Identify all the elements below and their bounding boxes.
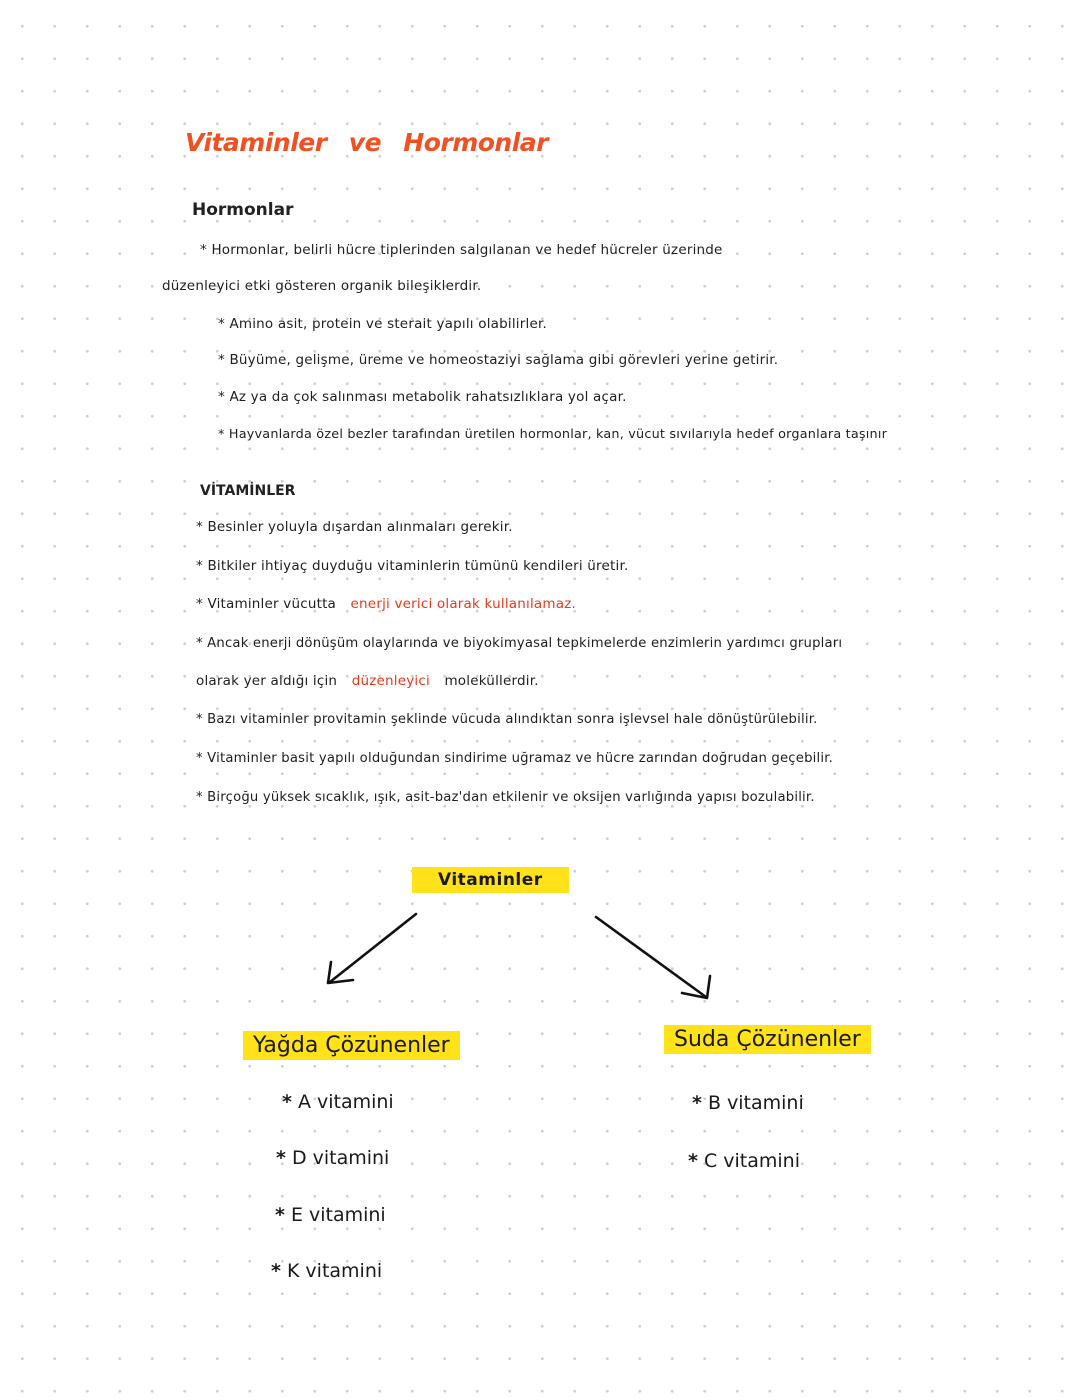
vitaminler-heading: VİTAMİNLER bbox=[200, 483, 296, 499]
star-icon: * bbox=[275, 1204, 285, 1226]
hormonlar-bullet-1: * Amino asit, protein ve sterait yapılı olabilirler. bbox=[218, 316, 547, 332]
hormonlar-bullet-2: * Büyüme, gelişme, üreme ve homeostaziyi sağlama gibi görevleri yerine getirir. bbox=[218, 352, 779, 368]
vitaminler-bullet-6: * Vitaminler basit yapılı olduğundan sindirime uğramaz ve hücre zarından doğrudan geçebilir. bbox=[196, 751, 834, 766]
star-icon: * bbox=[688, 1150, 698, 1172]
vitaminler-bullet-1: * Besinler yoluyla dışardan alınmaları gerekir. bbox=[196, 519, 513, 535]
right-column-title-label: Suda Çözünenler bbox=[664, 1025, 871, 1054]
vitaminler-bullet-3-text: * Vitaminler vücutta bbox=[196, 596, 337, 612]
vitaminler-bullet-4-line-1: * Ancak enerji dönüşüm olaylarında ve biyokimyasal tepkimelerde enzimlerin yardımcı grupları bbox=[196, 636, 843, 651]
vitaminler-bullet-3-red: enerji verici olarak kullanılamaz. bbox=[350, 596, 576, 612]
right-item-1-label: B vitamini bbox=[707, 1092, 804, 1114]
left-column-title-label: Yağda Çözünenler bbox=[243, 1031, 460, 1060]
left-item-2 bbox=[276, 1147, 389, 1169]
left-item-4-label: K vitamini bbox=[286, 1260, 383, 1282]
right-arrow-shaft bbox=[596, 917, 706, 997]
vitaminler-bullet-7: * Birçoğu yüksek sıcaklık, ışık, asit-baz'dan etkilenir ve oksijen varlığında yapısı bozulabilir. bbox=[196, 790, 815, 805]
left-arrow-shaft bbox=[330, 914, 416, 982]
vitaminler-bullet-5: * Bazı vitaminler provitamin şeklinde vücuda alındıktan sonra işlevsel hale dönüştürülebilir. bbox=[196, 712, 818, 727]
hormonlar-bullet-3: * Az ya da çok salınması metabolik rahatsızlıklara yol açar. bbox=[218, 389, 627, 405]
left-item-3-label: E vitamini bbox=[290, 1204, 386, 1226]
left-item-1-label: A vitamini bbox=[297, 1091, 394, 1113]
star-icon: * bbox=[692, 1092, 702, 1114]
left-item-4 bbox=[271, 1260, 382, 1282]
hormonlar-bullet-4: * Hayvanlarda özel bezler tarafından üretilen hormonlar, kan, vücut sıvılarıyla hedef organlara taşınır bbox=[218, 427, 888, 442]
right-item-2-label: C vitamini bbox=[703, 1150, 800, 1172]
title-part-1: Vitaminler bbox=[185, 128, 327, 157]
hormonlar-intro-line-2: düzenleyici etki gösteren organik bileşiklerdir. bbox=[162, 278, 482, 294]
left-item-1 bbox=[282, 1091, 394, 1113]
vitaminler-bullet-2: * Bitkiler ihtiyaç duyduğu vitaminlerin tümünü kendileri üretir. bbox=[196, 558, 629, 574]
title-part-2: ve bbox=[348, 128, 382, 157]
star-icon: * bbox=[271, 1260, 281, 1282]
right-arrow-head bbox=[682, 976, 710, 998]
right-item-2 bbox=[688, 1150, 800, 1172]
title-part-3: Hormonlar bbox=[403, 128, 548, 157]
star-icon: * bbox=[276, 1147, 286, 1169]
right-column-title bbox=[664, 1027, 871, 1052]
hormonlar-heading: Hormonlar bbox=[192, 200, 294, 220]
vitaminler-bullet-4-line-2-red: düzenleyici bbox=[351, 673, 430, 689]
star-icon: * bbox=[282, 1091, 292, 1113]
left-item-2-label: D vitamini bbox=[291, 1147, 390, 1169]
diagram-center-label: Vitaminler bbox=[412, 867, 569, 893]
left-column-title bbox=[243, 1033, 460, 1058]
vitaminler-bullet-4-line-2-pre: olarak yer aldığı için bbox=[196, 673, 338, 689]
right-item-1 bbox=[692, 1092, 804, 1114]
hormonlar-intro-line-1: * Hormonlar, belirli hücre tiplerinden salgılanan ve hedef hücreler üzerinde bbox=[200, 242, 723, 258]
left-item-3 bbox=[275, 1204, 386, 1226]
vitaminler-bullet-4-line-2-post: moleküllerdir. bbox=[444, 673, 539, 689]
